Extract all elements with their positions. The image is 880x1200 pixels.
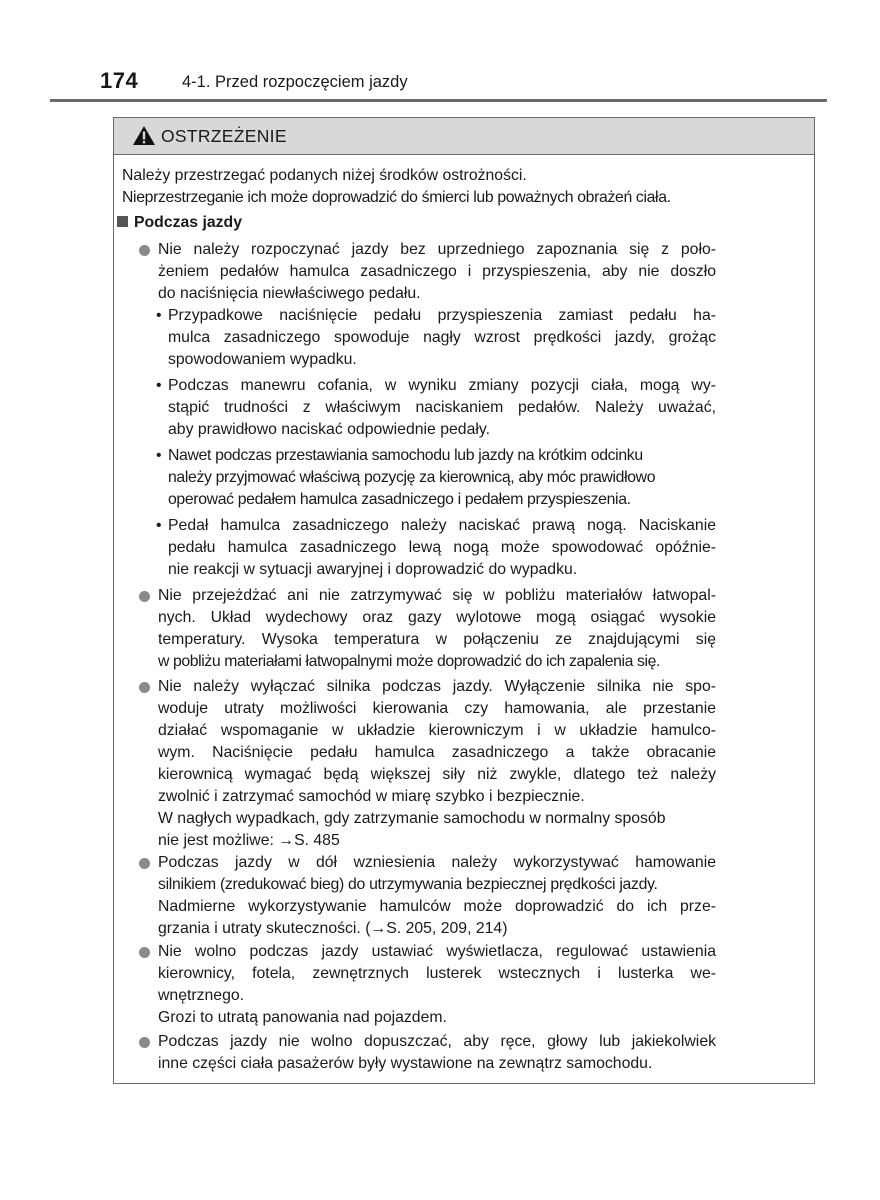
text-line: kierownicą wymagać będą większej siły niż zwykle, dlatego też należy (158, 766, 716, 783)
text-line: Nie należy wyłączać silnika podczas jazdy. Wyłączenie silnika nie spo- (158, 678, 716, 695)
round-bullet-icon (139, 858, 150, 869)
sub-bullet-marker: • (156, 377, 162, 394)
sub-bullet-marker: • (156, 447, 162, 464)
bullet-text (158, 941, 716, 1029)
text-line: W nagłych wypadkach, gdy zatrzymanie samochodu w normalny sposób (158, 810, 666, 827)
text-line: inne części ciała pasażerów były wystawione na zewnątrz samochodu. (158, 1055, 653, 1072)
text-line: operować pedałem hamulca zasadniczego i pedałem przyspieszenia. (168, 491, 631, 508)
sub-item-text (168, 305, 716, 371)
text-line: Nadmierne wykorzystywanie hamulców może doprowadzić do ich prze- (158, 898, 716, 915)
text-line: żeniem pedałów hamulca zasadniczego i przyspieszenia, aby nie doszło (158, 263, 716, 280)
text-line: Podczas jazdy nie wolno dopuszczać, aby ręce, głowy lub jakiekolwiek (158, 1033, 716, 1050)
text-line: stąpić trudności z właściwym naciskaniem pedałów. Należy uważać, (168, 399, 716, 416)
text-line: zwolnić i zatrzymać samochód w miarę szybko i bezpiecznie. (158, 788, 585, 805)
bullet-text (158, 1031, 716, 1075)
text-line: kierownicy, fotela, zewnętrznych lusterek wstecznych i lusterka we- (158, 965, 716, 982)
text-line: spowodowaniem wypadku. (168, 351, 357, 368)
text-line: działać wspomaganie w układzie kierowniczym i w układzie hamulco- (158, 722, 716, 739)
bullet-text (158, 676, 716, 852)
warning-box (113, 117, 815, 1084)
text-line: nych. Układ wydechowy oraz gazy wylotowe mogą osiągać wysokie (158, 609, 716, 626)
section-title: 4-1. Przed rozpoczęciem jazdy (182, 73, 408, 91)
text-line: Nie przejeżdżać ani nie zatrzymywać się w pobliżu materiałów łatwopal- (158, 587, 716, 604)
square-bullet-icon (117, 216, 128, 227)
text-line: mulca zasadniczego spowoduje nagły wzrost prędkości jazdy, grożąc (168, 329, 716, 346)
warning-title: OSTRZEŻENIE (161, 126, 287, 146)
intro-line: Nieprzestrzeganie ich może doprowadzić do śmierci lub poważnych obrażeń ciała. (122, 189, 671, 206)
text-line: Nie wolno podczas jazdy ustawiać wyświetlacza, regulować ustawienia (158, 943, 716, 960)
warning-header (114, 118, 814, 155)
text-line: nie reakcji w sytuacji awaryjnej i doprowadzić do wypadku. (168, 561, 578, 578)
text-line: wnętrznego. (158, 987, 245, 1004)
round-bullet-icon (139, 591, 150, 602)
text-line: wym. Naciśnięcie pedału hamulca zasadniczego a także obracanie (158, 744, 716, 761)
text-line: temperatury. Wysoka temperatura w połączeniu ze znajdującymi się (158, 631, 716, 648)
bullet-text (158, 852, 716, 940)
text-line: do naciśnięcia niewłaściwego pedału. (158, 285, 421, 302)
sub-bullet-marker: • (156, 517, 162, 534)
round-bullet-icon (139, 682, 150, 693)
text-line: grzania i utraty skuteczności. (→S. 205, 209, 214) (158, 920, 508, 937)
text-line: aby prawidłowo naciskać odpowiednie pedały. (168, 421, 490, 438)
intro-line: Należy przestrzegać podanych niżej środków ostrożności. (122, 167, 527, 184)
text-line: woduje utraty możliwości kierowania czy hamowania, ale przestanie (158, 700, 716, 717)
text-line: Pedał hamulca zasadniczego należy naciskać prawą nogą. Naciskanie (168, 517, 716, 534)
text-line: Nie należy rozpoczynać jazdy bez uprzedniego zapoznania się z poło- (158, 241, 716, 258)
header-divider (50, 99, 827, 102)
subsection-heading (117, 212, 242, 234)
round-bullet-icon (139, 245, 150, 256)
round-bullet-icon (139, 947, 150, 958)
warning-intro (122, 165, 722, 209)
text-line: Przypadkowe naciśnięcie pedału przyspieszenia zamiast pedału ha- (168, 307, 716, 324)
sub-item-text (168, 515, 716, 581)
round-bullet-icon (139, 1037, 150, 1048)
text-line: należy przyjmować właściwą pozycję za kierownicą, aby móc prawidłowo (168, 469, 656, 486)
text-line: w pobliżu materiałami łatwopalnymi może doprowadzić do ich zapalenia się. (158, 653, 661, 670)
bullet-text (158, 239, 716, 305)
bullet-text (158, 585, 716, 673)
page-number: 174 (100, 68, 139, 93)
text-line: Podczas manewru cofania, w wyniku zmiany pozycji ciała, mogą wy- (168, 377, 716, 394)
warning-body (114, 155, 814, 1083)
sub-item-text (168, 375, 716, 441)
text-line: Nawet podczas przestawiania samochodu lub jazdy na krótkim odcinku (168, 447, 643, 464)
text-line: silnikiem (zredukować bieg) do utrzymywania bezpiecznej prędkości jazdy. (158, 876, 658, 893)
subsection-title: Podczas jazdy (134, 214, 242, 231)
sub-bullet-marker: • (156, 307, 162, 324)
warning-triangle-icon (132, 125, 156, 146)
text-line: Grozi to utratą panowania nad pojazdem. (158, 1009, 447, 1026)
text-line: pedału hamulca zasadniczego lewą nogą może spowodować opóźnie- (168, 539, 716, 556)
text-line: Podczas jazdy w dół wzniesienia należy wykorzystywać hamowanie (158, 854, 716, 871)
sub-item-text (168, 445, 716, 511)
text-line: nie jest możliwe: →S. 485 (158, 832, 340, 849)
